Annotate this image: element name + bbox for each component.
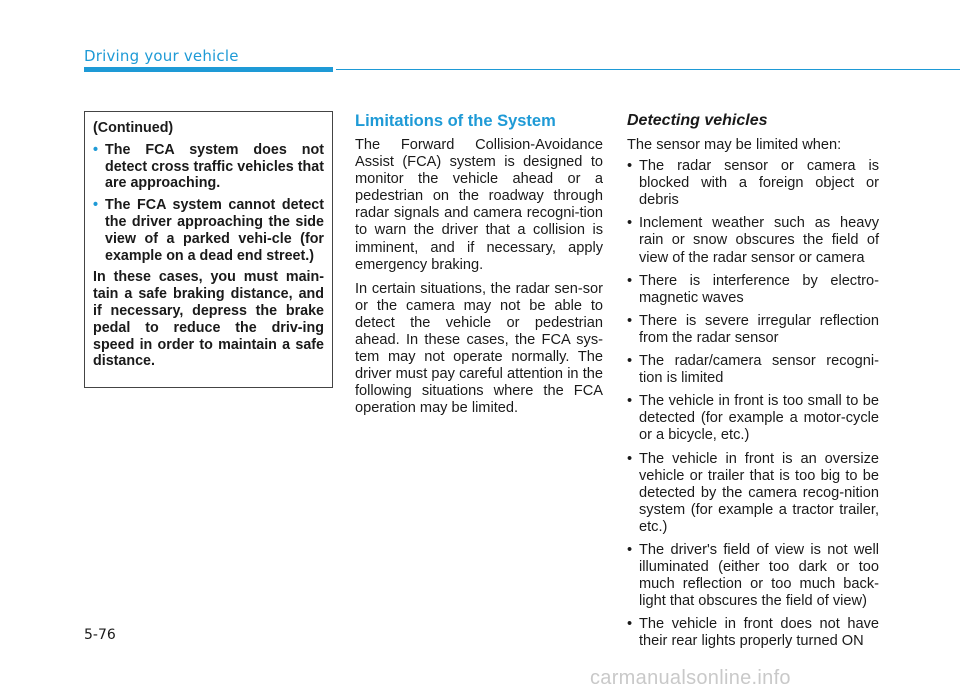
header-rule-thick [84, 67, 333, 72]
detecting-bullet: • The vehicle in front is an oversize vehicle or trailer that is too big to be detected by the camera recog-nition system (for example a tractor trailer, etc.) [627, 451, 879, 536]
detecting-bullet: • The radar/camera sensor recogni-tion is limited [627, 353, 879, 387]
detecting-bullet: • Inclement weather such as heavy rain or snow obscures the field of view of the radar sensor or camera [627, 215, 879, 266]
page-number: 5-76 [84, 627, 116, 643]
detecting-bullet: • There is interference by electro-magnetic waves [627, 273, 879, 307]
warning-bullet: • The FCA system does not detect cross traffic vehicles that are approaching. [93, 142, 324, 192]
warning-bullet: • The FCA system cannot detect the driver approaching the side view of a parked vehi-cle (for example on a dead end street.) [93, 197, 324, 264]
limitations-paragraph: The Forward Collision-Avoidance Assist (FCA) system is designed to monitor the vehicle ahead or a pedestrian on the roadway through radar signals and camera recogni-tion to warn the driver that a collision is imminent, and if necessary, apply emergency braking. [355, 137, 603, 273]
watermark: carmanualsonline.info [590, 667, 791, 689]
header-rule-thin [336, 69, 960, 70]
detecting-bullet-list [627, 158, 879, 650]
detecting-bullet: • The vehicle in front is too small to be detected (for example a motor-cycle or a bicycle, etc.) [627, 393, 879, 444]
warning-continued: (Continued) [93, 120, 174, 136]
warning-closing: In these cases, you must main-tain a safe braking distance, and if necessary, depress the brake pedal to reduce the driv-ing speed in order to maintain a safe distance. [93, 269, 324, 370]
detecting-bullet: • There is severe irregular reflection from the radar sensor [627, 313, 879, 347]
warning-box [84, 111, 333, 388]
limitations-heading: Limitations of the System [355, 112, 556, 130]
detecting-bullet: • The vehicle in front does not have their rear lights properly turned ON [627, 616, 879, 650]
detecting-heading: Detecting vehicles [627, 112, 768, 129]
limitations-paragraph: In certain situations, the radar sen-sor or the camera may not be able to detect the vehicle or pedestrian ahead. In these cases, the FCA sys-tem may not operate normally. The driver must pay careful attention in the following situations where the FCA operation may be limited. [355, 280, 603, 417]
limitations-section [355, 111, 603, 425]
detecting-section [627, 111, 879, 657]
section-title: Driving your vehicle [84, 47, 239, 65]
detecting-bullet: • The driver's field of view is not well illuminated (either too dark or too much reflection or too much back-light that obscures the field of view) [627, 542, 879, 610]
detecting-intro: The sensor may be limited when: [627, 137, 842, 153]
warning-bullet-list [93, 142, 324, 265]
detecting-bullet: • The radar sensor or camera is blocked with a foreign object or debris [627, 158, 879, 209]
